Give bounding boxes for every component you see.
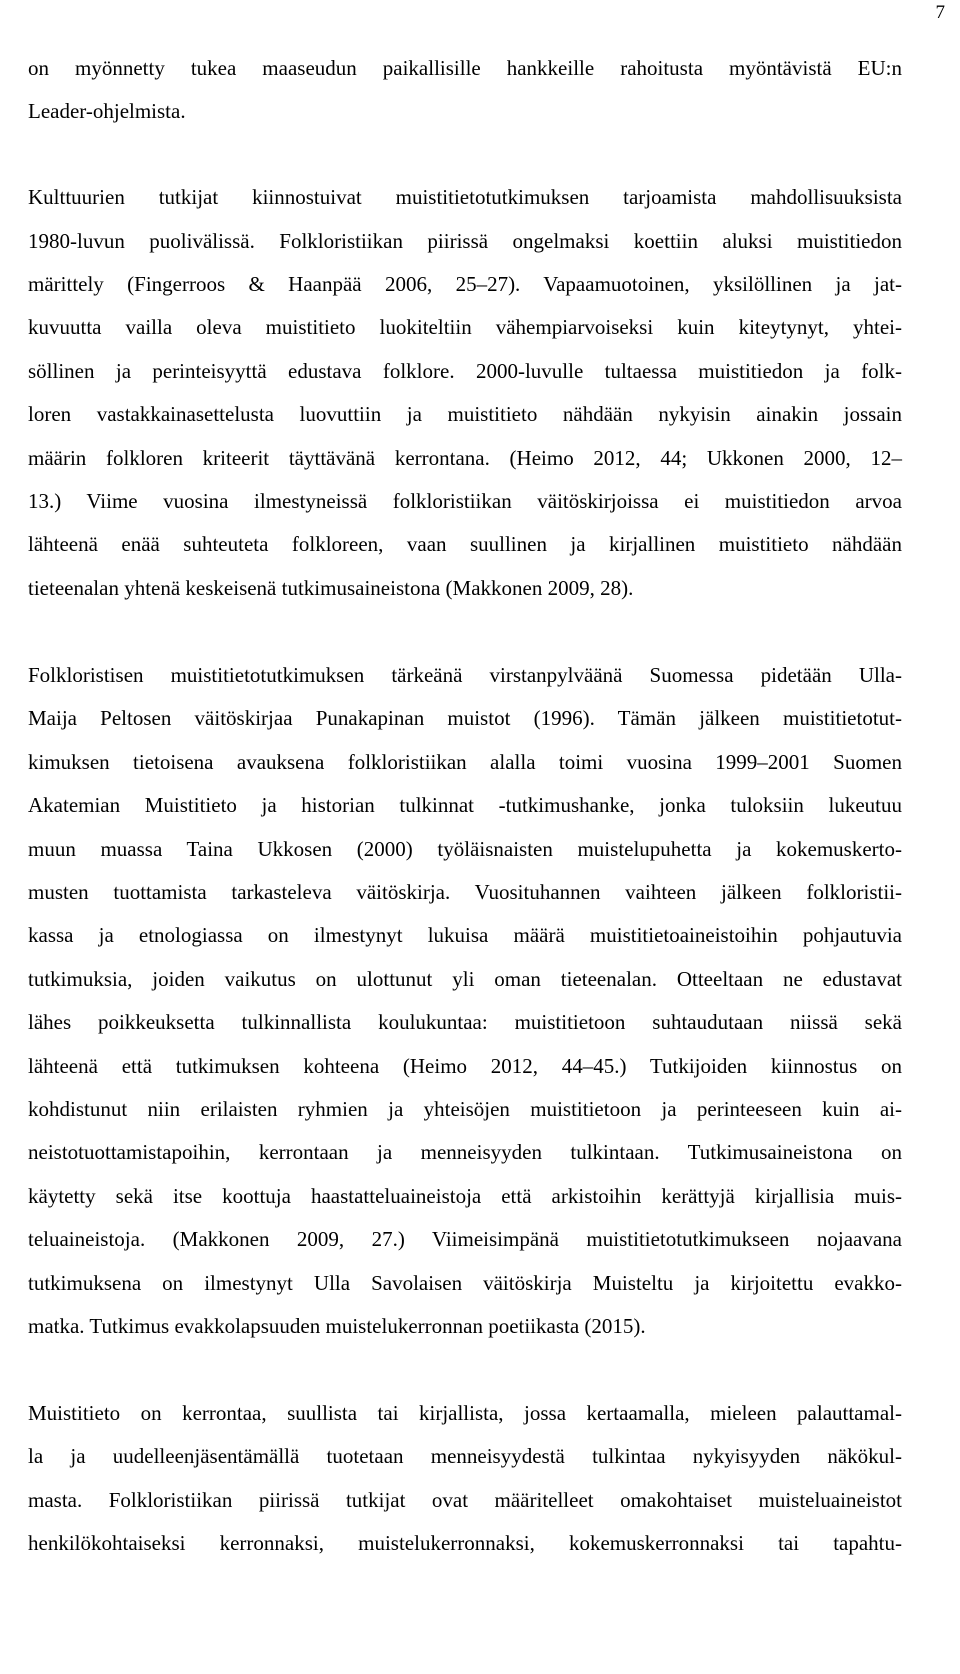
- paragraph-1-line-2: Leader-ohjelmista.: [28, 99, 186, 123]
- paragraph-3-line-1: Folkloristisen muistitietotutkimuksen tärkeänä virstanpylväänä Suomessa pidetään Ulla-: [28, 663, 902, 687]
- paragraph-3-line-9: lähes poikkeuksetta tulkinnallista koulukuntaa: muistitietoon suhtaudutaan niissä sekä: [28, 1010, 902, 1034]
- paragraph-1-line-1: on myönnetty tukea maaseudun paikallisille hankkeille rahoitusta myöntävistä EU:n: [28, 56, 902, 80]
- paragraph-4-line-4: henkilökohtaiseksi kerronnaksi, muistelukerronnaksi, kokemuskerronnaksi tai tapahtu-: [28, 1531, 902, 1555]
- paragraph-3-line-2: Maija Peltosen väitöskirjaa Punakapinan muistot (1996). Tämän jälkeen muistitietotut-: [28, 706, 902, 730]
- paragraph-3-line-13: käytetty sekä itse koottuja haastatteluaineistoja että arkistoihin kerättyjä kirjallisia muis-: [28, 1184, 902, 1208]
- paragraph-3-line-10: lähteenä että tutkimuksen kohteena (Heimo 2012, 44‒45.) Tutkijoiden kiinnostus on: [28, 1054, 902, 1078]
- paragraph-2-line-8: 13.) Viime vuosina ilmestyneissä folkloristiikan väitöskirjoissa ei muistitiedon arvoa: [28, 489, 902, 513]
- paragraph-3-line-16: matka. Tutkimus evakkolapsuuden muistelukerronnan poetiikasta (2015).: [28, 1314, 646, 1338]
- paragraph-2-line-4: kuvuutta vailla oleva muistitieto luokiteltiin vähempiarvoiseksi kuin kiteytynyt, yhtei-: [28, 315, 902, 339]
- page-number: 7: [935, 2, 945, 23]
- paragraph-4-line-3: masta. Folkloristiikan piirissä tutkijat ovat määritelleet omakohtaiset muisteluaineistot: [28, 1488, 902, 1512]
- paragraph-3-line-5: muun muassa Taina Ukkosen (2000) työläisnaisten muistelupuhetta ja kokemuskerto-: [28, 837, 902, 861]
- paragraph-3-line-3: kimuksen tietoisena avauksena folkloristiikan alalla toimi vuosina 1999‒2001 Suomen: [28, 750, 902, 774]
- paragraph-2-line-10: tieteenalan yhtenä keskeisenä tutkimusaineistona (Makkonen 2009, 28).: [28, 576, 634, 600]
- paragraph-2-line-2: 1980-luvun puolivälissä. Folkloristiikan piirissä ongelmaksi koettiin aluksi muistitiedon: [28, 229, 902, 253]
- paragraph-3-line-6: musten tuottamista tarkasteleva väitöskirja. Vuosituhannen vaihteen jälkeen folkloristii-: [28, 880, 902, 904]
- paragraph-3-line-15: tutkimuksena on ilmestynyt Ulla Savolaisen väitöskirja Muisteltu ja kirjoitettu evakko-: [28, 1271, 902, 1295]
- paragraph-3-line-14: teluaineistoja. (Makkonen 2009, 27.) Viimeisimpänä muistitietotutkimukseen nojaavana: [28, 1227, 902, 1251]
- paragraph-2-line-7: määrin folkloren kriteerit täyttävänä kerrontana. (Heimo 2012, 44; Ukkonen 2000, 12‒: [28, 446, 902, 470]
- paragraph-3-line-4: Akatemian Muistitieto ja historian tulkinnat -tutkimushanke, jonka tuloksiin lukeutuu: [28, 793, 902, 817]
- paragraph-2-line-1: Kulttuurien tutkijat kiinnostuivat muistitietotutkimuksen tarjoamista mahdollisuuksista: [28, 185, 902, 209]
- paragraph-3-line-8: tutkimuksia, joiden vaikutus on ulottunut yli oman tieteenalan. Otteeltaan ne edustavat: [28, 967, 902, 991]
- paragraph-4-line-2: la ja uudelleenjäsentämällä tuotetaan menneisyydestä tulkintaa nykyisyyden näkökul-: [28, 1444, 902, 1468]
- paragraph-3-line-12: neistotuottamistapoihin, kerrontaan ja menneisyyden tulkintaan. Tutkimusaineistona on: [28, 1140, 902, 1164]
- paragraph-2-line-6: loren vastakkainasettelusta luovuttiin ja muistitieto nähdään nykyisin ainakin jossain: [28, 402, 902, 426]
- paragraph-2-line-5: söllinen ja perinteisyyttä edustava folklore. 2000-luvulle tultaessa muistitiedon ja folk-: [28, 359, 902, 383]
- paragraph-2-line-9: lähteenä enää suhteuteta folkloreen, vaan suullinen ja kirjallinen muistitieto nähdään: [28, 532, 902, 556]
- paragraph-3-line-7: kassa ja etnologiassa on ilmestynyt lukuisa määrä muistitietoaineistoihin pohjautuvia: [28, 923, 902, 947]
- paragraph-4-line-1: Muistitieto on kerrontaa, suullista tai kirjallista, jossa kertaamalla, mieleen palauttamal-: [28, 1401, 902, 1425]
- paragraph-2-line-3: märittely (Fingerroos & Haanpää 2006, 25‒27). Vapaamuotoinen, yksilöllinen ja jat-: [28, 272, 902, 296]
- paragraph-3-line-11: kohdistunut niin erilaisten ryhmien ja yhteisöjen muistitietoon ja perinteeseen kuin ai-: [28, 1097, 902, 1121]
